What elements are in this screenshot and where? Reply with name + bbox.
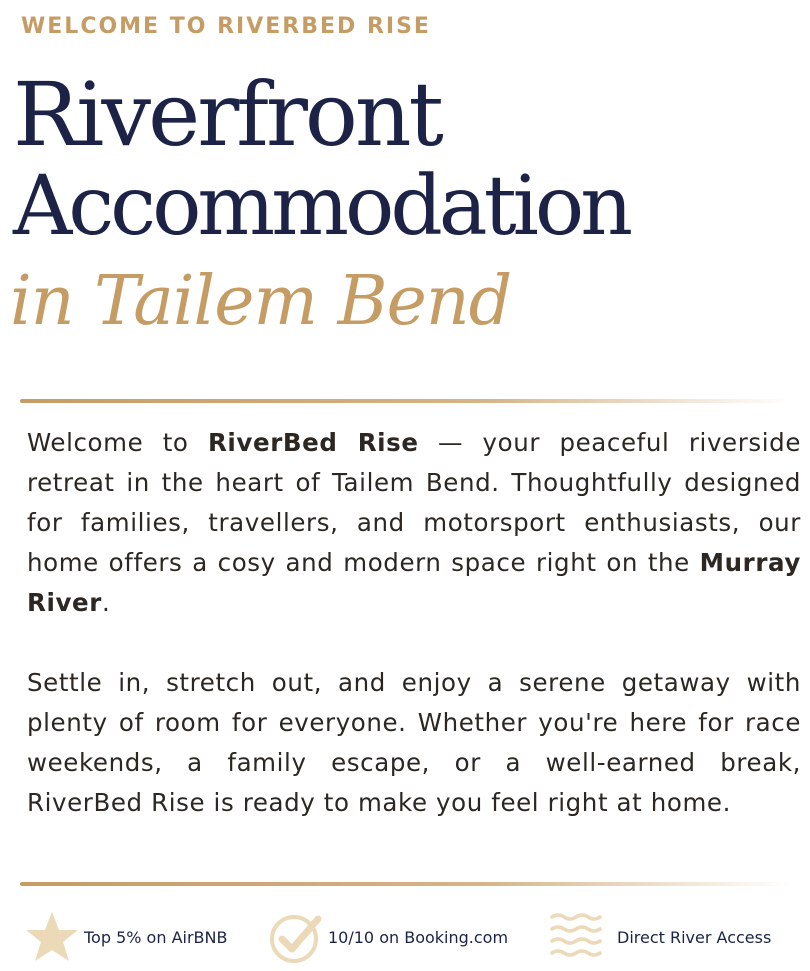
divider-bottom — [20, 882, 790, 886]
intro-text: . — [101, 588, 111, 617]
intro-paragraph-2: Settle in, stretch out, and enjoy a serene getaway with plenty of room for everyone. Whether you're here for race weekends, a family escape, or a well-earned break, RiverBed Rise is ready to make you feel right at home. — [27, 668, 801, 817]
star-icon — [24, 909, 80, 965]
page-title-line-1: Riverfront — [13, 63, 441, 166]
eyebrow-heading: WELCOME TO RIVERBED RISE — [21, 14, 431, 39]
intro-paragraph-1 — [27, 423, 801, 623]
feature-label: 10/10 on Booking.com — [328, 927, 509, 947]
brand-name: RiverBed Rise — [207, 428, 419, 457]
page-subtitle: in Tailem Bend — [10, 262, 512, 341]
feature-airbnb — [24, 908, 227, 966]
river-name: Murray River — [27, 548, 801, 617]
feature-river — [548, 908, 771, 966]
checkmark-badge-icon — [268, 909, 324, 965]
feature-label: Top 5% on AirBNB — [84, 927, 228, 947]
divider-top — [20, 399, 790, 403]
feature-label: Direct River Access — [617, 927, 772, 947]
intro-text: — your peaceful riverside retreat in the heart of Tailem Bend. Thoughtfully designed for families, travellers, and motorsport enthusiasts, our home offers a cosy and modern space right on the — [27, 428, 801, 577]
feature-booking — [268, 908, 508, 966]
waves-icon — [548, 909, 604, 965]
page-title-line-2: Accommodation — [13, 159, 630, 254]
intro-text: Welcome to — [27, 428, 208, 457]
